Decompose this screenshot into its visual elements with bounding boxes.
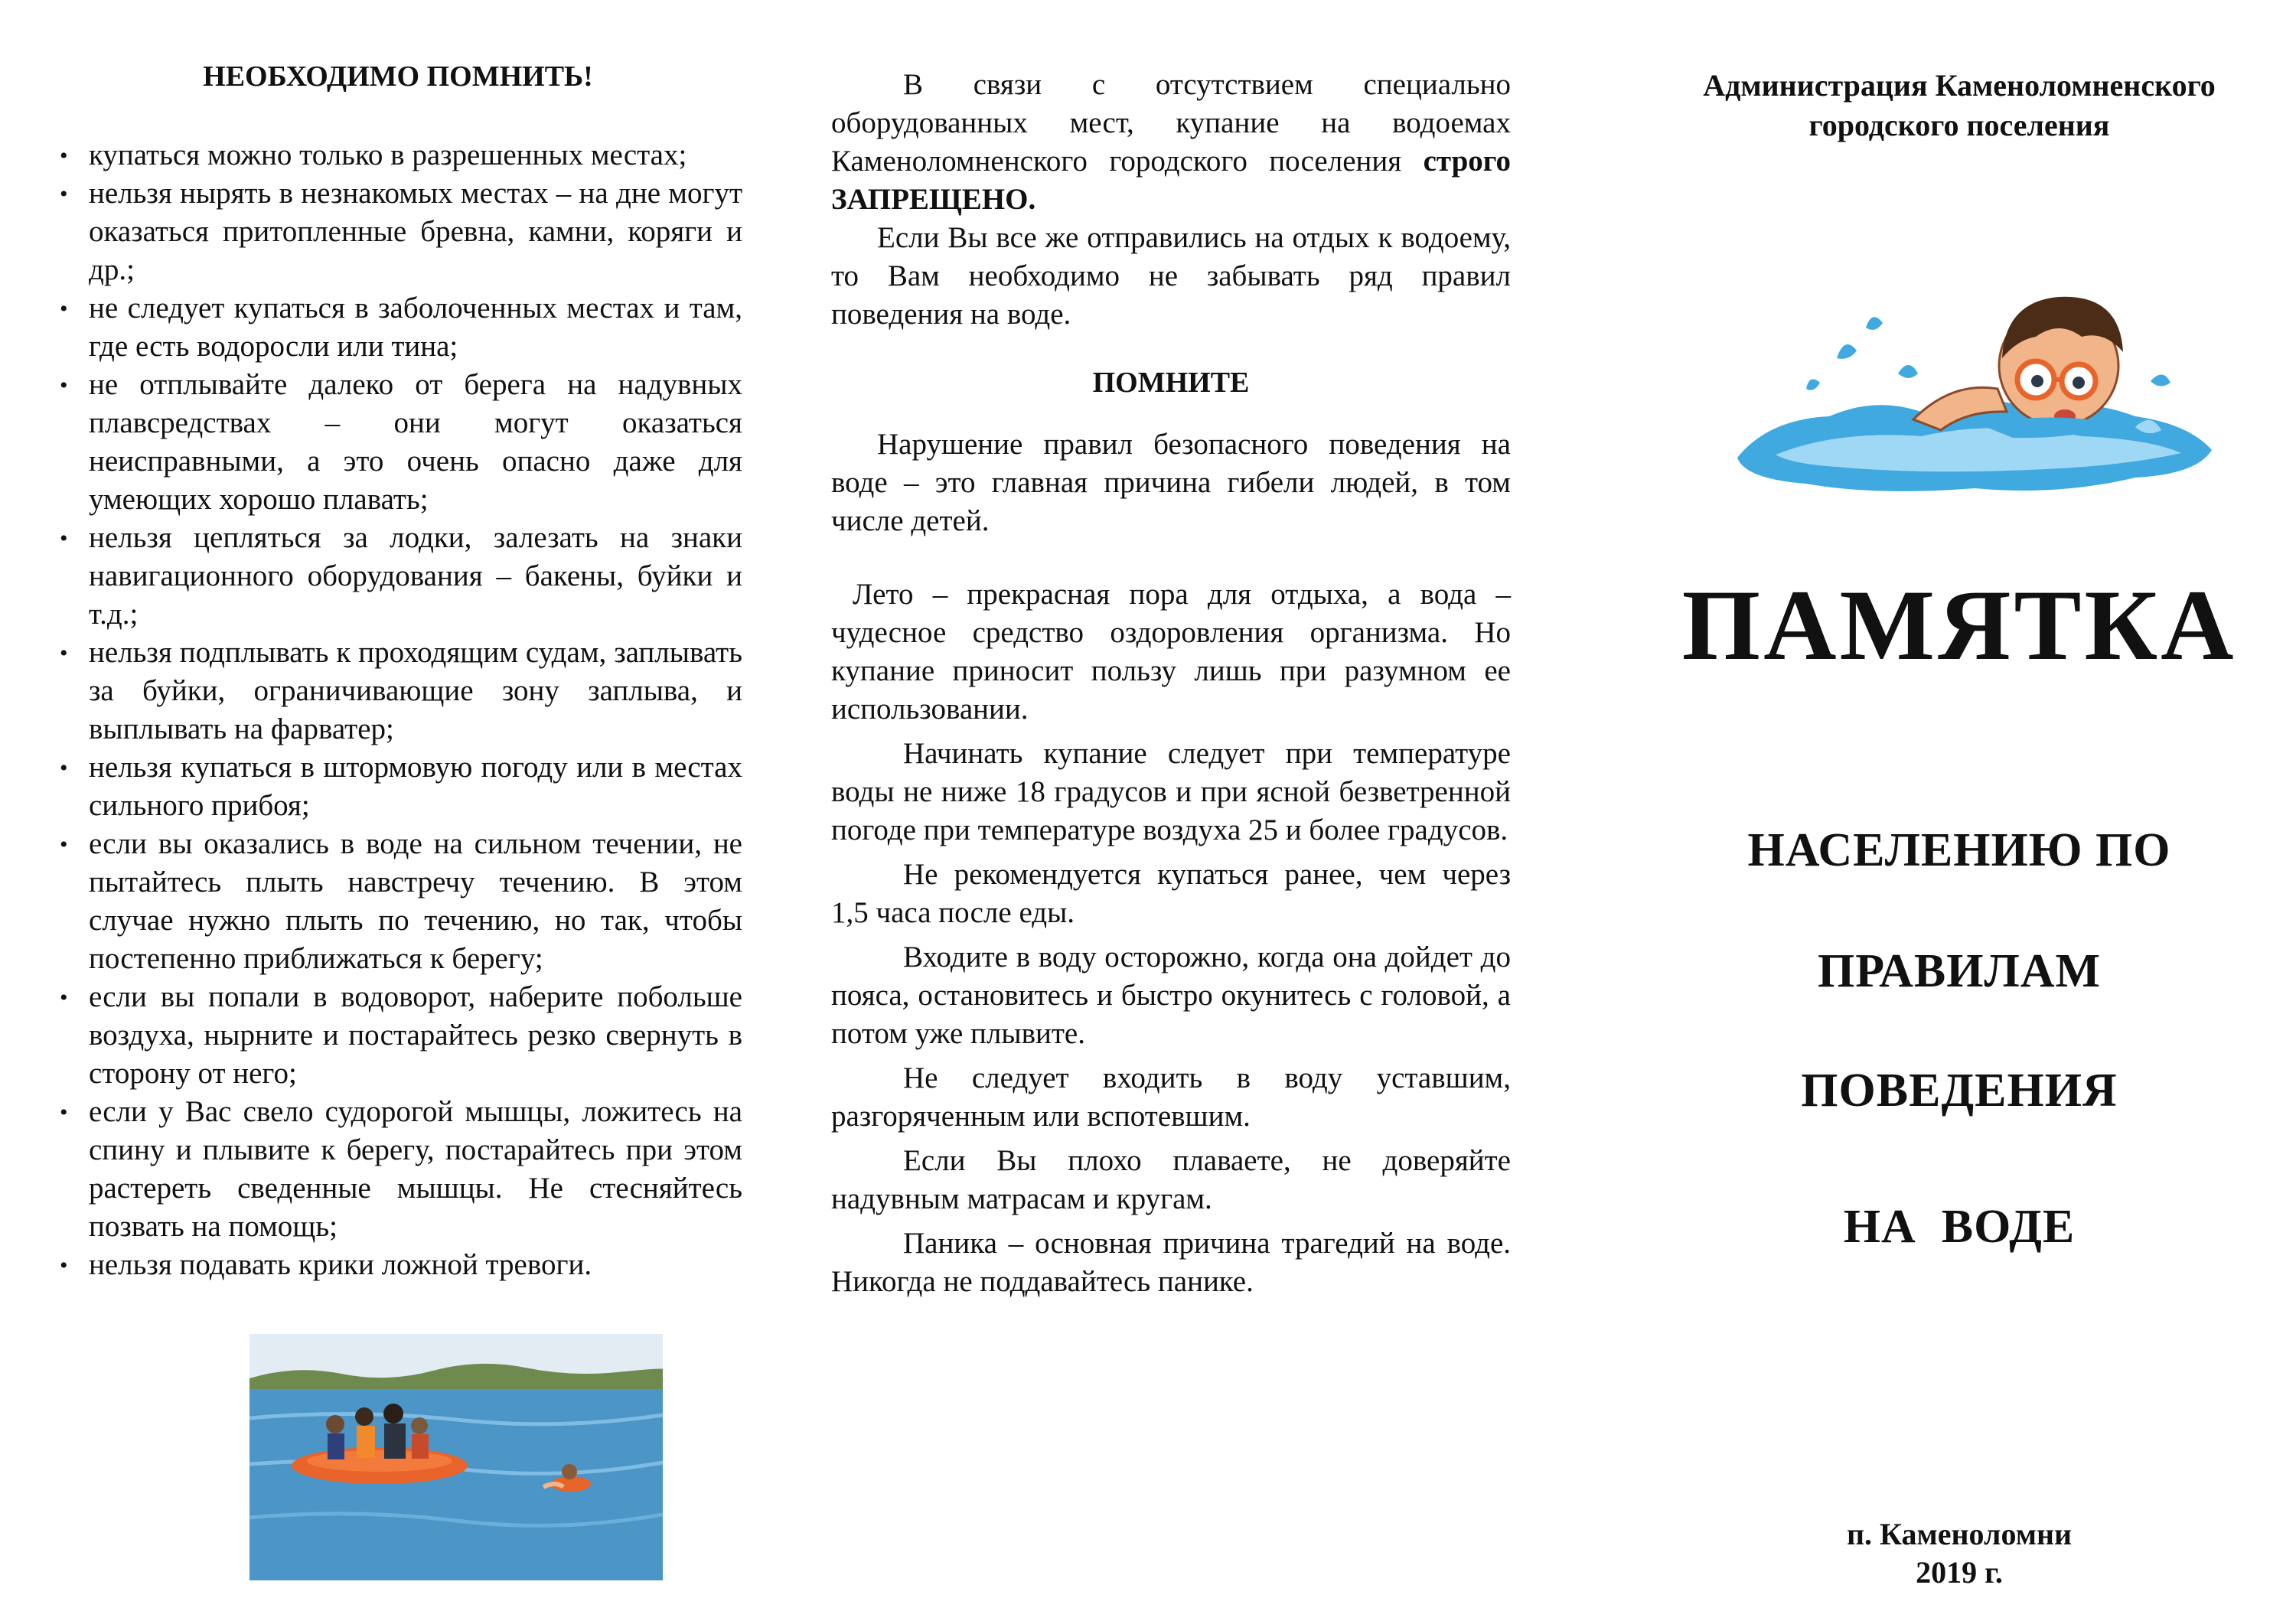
rule-text: не отплывайте далеко от берега на надувных плавсредствах – они могут оказаться неисправными, а это очень опасно даже для умеющих хорошо плавать; bbox=[89, 368, 742, 516]
place-name: п. Каменоломни bbox=[1846, 1517, 2073, 1551]
violation-block bbox=[831, 426, 1511, 540]
violation-paragraph: Нарушение правил безопасного поведения на воде – это главная причина гибели людей, в том числе детей. bbox=[831, 428, 1511, 537]
list-item bbox=[54, 634, 742, 748]
leaflet-title: ПАМЯТКА bbox=[1681, 569, 2237, 681]
rule-text: не следует купаться в заболоченных местах и там, где есть водоросли или тина; bbox=[89, 292, 742, 363]
rule-text: если у Вас свело судорогой мышцы, ложитесь на спину и плывите к берегу, постарайтесь при этом растереть сведенные мышцы. Не стесняйтесь позвать на помощь; bbox=[89, 1095, 742, 1243]
bullet-icon: • bbox=[60, 373, 68, 398]
rule-text: нельзя цепляться за лодки, залезать на знаки навигационного оборудования – бакены, буйки и т.д.; bbox=[89, 521, 742, 631]
intro-text: В связи с отсутствием специально оборудованных мест, купание на водоемах Каменоломненского городского поселения bbox=[831, 68, 1511, 178]
rule-text: купаться можно только в разрешенных местах; bbox=[89, 139, 687, 171]
remember-heading: ПОМНИТЕ bbox=[1092, 367, 1250, 399]
subtitle-line-3: ПОВЕДЕНИЯ bbox=[1801, 1065, 2118, 1117]
rescue-raft-photo-svg bbox=[249, 1334, 663, 1580]
rule-text: нельзя купаться в штормовую погоду или в местах сильного прибоя; bbox=[89, 751, 742, 822]
bullet-icon: • bbox=[60, 755, 68, 781]
prohibited-notice: строго ЗАПРЕЩЕНО. bbox=[831, 145, 1511, 216]
advice-paragraph: Входите в воду осторожно, когда она дойдет до пояса, остановитесь и быстро окунитесь с головой, а потом уже плывите. bbox=[831, 941, 1511, 1050]
administration-header bbox=[1623, 66, 2296, 145]
bullet-icon: • bbox=[60, 985, 68, 1010]
rule-text: если вы попали в водоворот, наберите побольше воздуха, нырните и постарайтесь резко свернуть в сторону от него; bbox=[89, 980, 742, 1090]
subtitle-line-2: ПРАВИЛАМ bbox=[1817, 945, 2101, 997]
summer-block bbox=[831, 576, 1511, 729]
rule-text: нельзя подавать крики ложной тревоги. bbox=[89, 1248, 592, 1281]
advice-paragraph: Не следует входить в воду уставшим, разгоряченным или вспотевшим. bbox=[831, 1061, 1511, 1133]
year: 2019 г. bbox=[1916, 1555, 2003, 1590]
swimmer-illustration bbox=[1722, 266, 2227, 504]
advice-paragraph: Если Вы плохо плаваете, не доверяйте надувным матрасам и кругам. bbox=[831, 1144, 1511, 1215]
bullet-icon: • bbox=[60, 832, 68, 857]
advice-paragraph: Паника – основная причина трагедий на воде. Никогда не поддавайтесь панике. bbox=[831, 1227, 1511, 1298]
bullet-icon: • bbox=[60, 1253, 68, 1278]
advice-paragraph: Начинать купание следует при температуре воды не ниже 18 градусов и при ясной безветренной погоде при температуре воздуха 25 и более градусов. bbox=[831, 737, 1511, 846]
list-item bbox=[54, 289, 742, 366]
bullet-icon: • bbox=[60, 641, 68, 666]
bullet-icon: • bbox=[60, 296, 68, 321]
administration-line-2: городского поселения bbox=[1808, 108, 2110, 142]
list-item bbox=[54, 1093, 742, 1246]
rule-text: нельзя нырять в незнакомых местах – на дне могут оказаться притопленные бревна, камни, коряги и др.; bbox=[89, 177, 742, 286]
list-item bbox=[54, 825, 742, 978]
advice-paragraph: Не рекомендуется купаться ранее, чем через 1,5 часа после еды. bbox=[831, 858, 1511, 929]
summer-paragraph: Лето – прекрасная пора для отдыха, а вода – чудесное средство оздоровления организма. Но купание приносит пользу лишь при разумном ее использовании. bbox=[831, 578, 1511, 726]
subtitle-line-1: НАСЕЛЕНИЮ ПО bbox=[1747, 824, 2171, 876]
rules-heading: НЕОБХОДИМО ПОМНИТЬ! bbox=[203, 60, 593, 93]
advice-block bbox=[831, 735, 1511, 1301]
list-item bbox=[54, 174, 742, 289]
list-item bbox=[54, 366, 742, 519]
rescue-raft-photo bbox=[249, 1334, 663, 1580]
bullet-icon: • bbox=[60, 1100, 68, 1125]
rule-text: если вы оказались в воде на сильном течении, не пытайтесь плыть навстречу течению. В этом случае нужно плыть по течению, но так, чтобы постепенно приближаться к берегу; bbox=[89, 827, 742, 975]
list-item bbox=[54, 978, 742, 1093]
administration-line-1: Администрация Каменоломненского bbox=[1703, 68, 2216, 103]
bullet-icon: • bbox=[60, 143, 68, 168]
intro-followup: Если Вы все же отправились на отдых к водоему, то Вам необходимо не забывать ряд правил поведения на воде. bbox=[831, 221, 1511, 331]
bullet-icon: • bbox=[60, 181, 68, 207]
rule-text: нельзя подплывать к проходящим судам, заплывать за буйки, ограничивающие зону заплыва, и выплывать на фарватер; bbox=[89, 636, 742, 745]
swimmer-icon bbox=[1722, 266, 2227, 504]
list-item bbox=[54, 519, 742, 634]
intro-paragraph bbox=[831, 66, 1511, 219]
bullet-icon: • bbox=[60, 526, 68, 551]
list-item bbox=[54, 136, 742, 174]
list-item bbox=[54, 1246, 742, 1284]
intro-block bbox=[831, 66, 1511, 334]
list-item bbox=[54, 748, 742, 825]
rules-list bbox=[54, 136, 742, 1284]
footer bbox=[1623, 1515, 2296, 1592]
subtitle-line-4: НА ВОДЕ bbox=[1843, 1201, 2076, 1253]
